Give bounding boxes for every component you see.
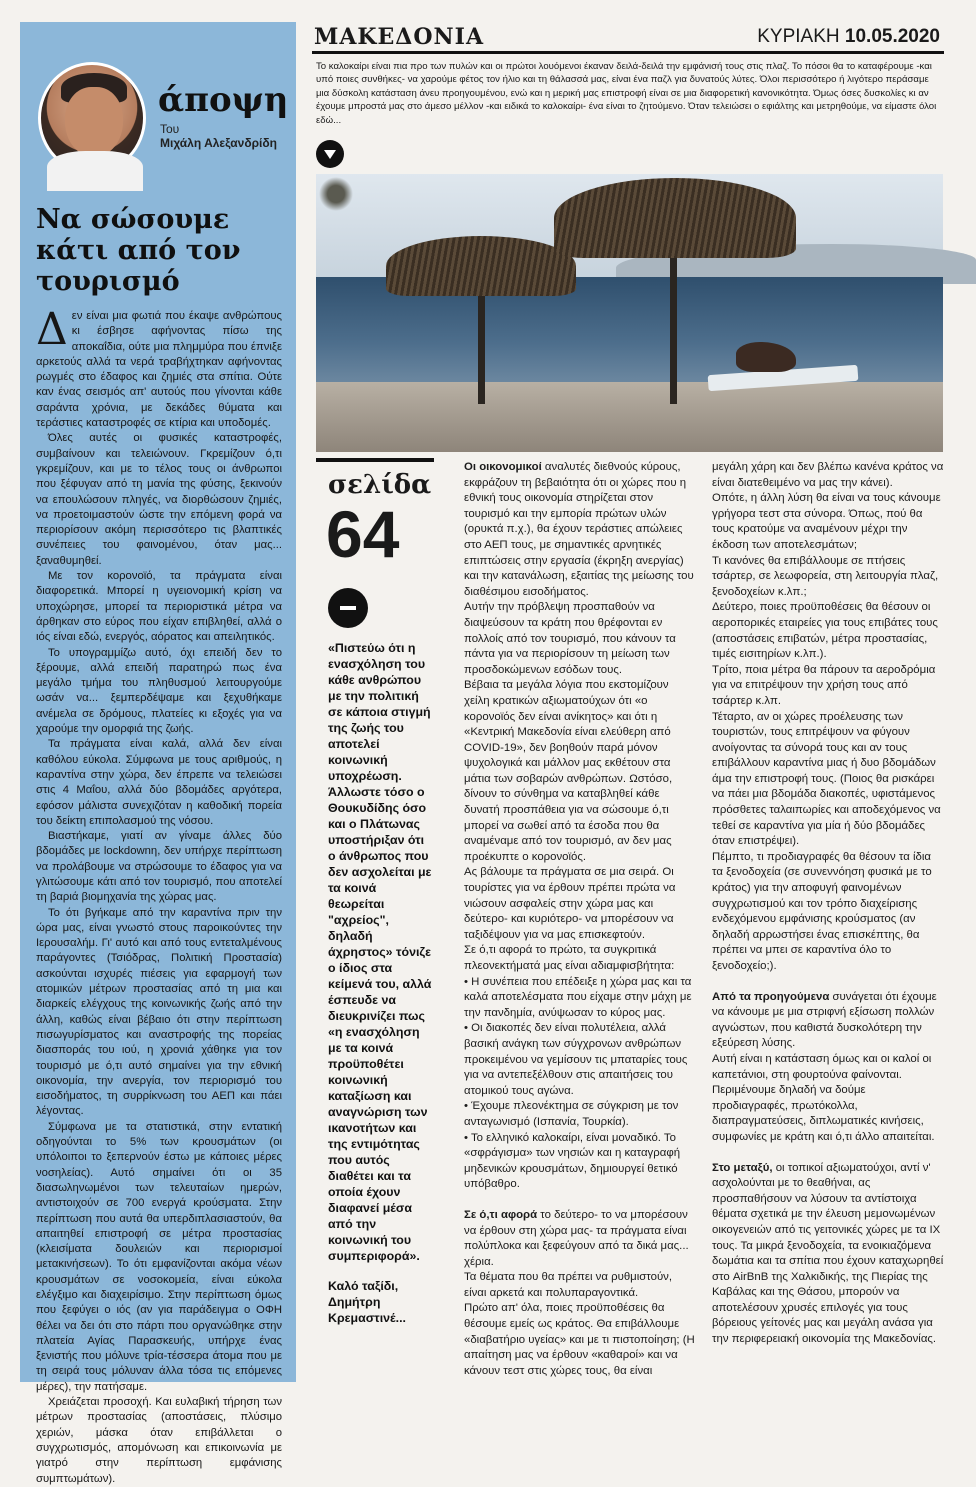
paragraph: Δεύτερο, ποιες προϋποθέσεις θα θέσουν οι αεροπορικές εταιρείες για τους επιβάτες τους (αποστάσεις επιβατών, μέτρα προστασίας, τιμές εισιτηρίων κ.λπ.). [712, 601, 938, 661]
paragraph: Από τα προηγούμενα συνάγεται ότι έχουμε να κάνουμε με μια στριφνή εξίσωση πολλών αγνώστων, που καθιστά δυσκολότερη την εξεύρεση λύσης. [712, 990, 937, 1050]
paragraph: Αυτήν την πρόβλεψη προσπαθούν να διαψεύσουν τα κράτη που θρέφονται εν πολλοίς από τον τουρισμό, που κάνουν τα πάντα για να περιορίσουν τη μείωση των προσδοκώμενων εσόδων τους. [464, 601, 676, 676]
article-column-2 [464, 460, 696, 1379]
paragraph: Σε ό,τι αφορά το δεύτερο- το να μπορέσουν να έρθουν στη χώρα μας- τα πράγματα είναι πολύπλοκα και ξεφεύγουν από τα δικά μας... χέρια. [464, 1208, 689, 1268]
opinion-body [28, 304, 288, 1487]
paragraph: Τέταρτο, αν οι χώρες προέλευσης των τουριστών, τους επιτρέψουν να φύγουν ανοίγοντας τα σύνορά τους και αν τους επιβάλλουν καραντίνα μιας ή δυο βδομάδων άμα την επιστροφή τους. (Ποιος θα ρισκάρει να πάει μια βδομάδα διακοπές, υφιστάμενος πρόσθετες ταλαιπωρίες και αποδεχόμενος να τεθεί σε καραντίνα για μία ή δύο βδομάδες όταν επιστρέψει). [712, 710, 941, 848]
down-arrow-icon [316, 140, 344, 168]
author-name: Μιχάλη Αλεξανδρίδη [160, 136, 277, 150]
opinion-paragraph: Σύμφωνα με τα στατιστικά, στην εντατική οδηγούνται το 5% των κρουσμάτων (οι υπόλοιποι το ξεπερνούν έστω με κάποιες μέρες νοσηλείας). Αυτό σημαίνει ότι οι 35 διασωληνωμένοι των τελευταίων ημερών, αντιστοιχούν σε 700 ενεργά κρούσματα. Στην περίπτωση που αυτά θα υπερδιπλασιαστούν, θα απαιτηθεί επιστροφή σε μέτρα προστασίας (κλεισίματα δουλειών και περιορισμοί μετακινήσεων). Το ότι εμφανίζονται ακόμα νέων κρουσμάτων σε νοσοκομεία, είναι εύκολα ελέγξιμο και διαχειρίσιμο. Στην περίπτωση όμως που ξεφύγει ο ιός (αν για παράδειγμα ο ΟΦΗ θέλει να δει ότι στο πάρτι που οργανώθηκε στην πλατεία Αγίας Παρασκευής, υπήρχε ένας ξενιστής που μόλυνε τρία-τέσσερα άτομα που με τη σειρά τους μόλυναν άλλα τόσα τις επόμενες μέρες), την πατήσαμε. [36, 1120, 282, 1393]
quote-sign-1: Καλό ταξίδι, [328, 1279, 399, 1293]
dropcap: Δ [36, 304, 68, 355]
issue-date: ΚΥΡΙΑΚΗ 10.05.2020 [757, 26, 940, 47]
paragraph: Ας βάλουμε τα πράγματα σε μια σειρά. Οι τουρίστες για να έρθουν πρέπει πρώτα να νιώσουν ασφαλείς στην χώρα μας και δεύτερο- και κυριότερο- να μπορέσουν να ταξιδέψουν για να μας επισκεφτούν. [464, 866, 676, 941]
paragraph: Τι κανόνες θα επιβάλλουμε σε πτήσεις τσάρτερ, σε λεωφορεία, στη λειτουργία πλαζ, ξενοδοχείων κ.λπ.; [712, 554, 939, 598]
opinion-paragraph: Το ότι βγήκαμε από την καραντίνα πριν την ώρα μας, είναι γνωστό στους παροικούντες την Ιερουσαλήμ. Γι' αυτό και από τους εντεταλμένους παράγοντες (Τσιόδρας, Πολιτική Προστασία) ασκούνται ισχυρές πιέσεις για εφαρμογή των ατομικών μέτρων προστασίας από τη μια και διαρκείς ελέγχους της κοινωνικής ζωής από την άλλη, καθώς είναι βέβαιο ότι στην περίπτωση πισωγυρίσματος και αναστροφής της πορείας διασποράς του ιού, η χρονιά χάθηκε για τον τουρισμό με ό,τι αυτό σημαίνει για την εθνική οικονομία, την ανεργία, τον περιορισμό του εισοδήματος, τη συρρίκνωση του ΑΕΠ και πάει λέγοντας. [36, 906, 282, 1118]
paragraph: Πέμπτο, τι προδιαγραφές θα θέσουν τα ίδια τα ξενοδοχεία (σε συνεννόηση φυσικά με το κράτος) για την αποφυγή φαινομένων συγχρωτισμού και τον τρόπο διαχείρισης ενδεχόμενου εμφάνισης κρούσματος (αν δηλαδή αρρωστήσει ένας επισκέπτης, θα πρέπει να μπει σε καραντίνα όλο το ξενοδοχείο;). [712, 850, 932, 972]
paragraph: Σε ό,τι αφορά το πρώτο, τα συγκριτικά πλεονεκτήματά μας είναι αδιαμφισβήτητα: [464, 944, 675, 972]
newspaper-name: ΜΑΚΕΔΟΝΙΑ [314, 24, 485, 50]
paragraph: • Το ελληνικό καλοκαίρι, είναι μοναδικό. Το «σφράγισμα» των νησιών και η καταγραφή μηδενικών κρουσμάτων, δημιουργεί θετικό υπόβαθρο. [464, 1131, 681, 1191]
paragraph: Τα θέματα που θα πρέπει να ρυθμιστούν, είναι αρκετά και πολυπαραγοντικά. [464, 1271, 673, 1299]
page-marker [316, 458, 434, 578]
umbrella-icon [386, 236, 576, 296]
author-photo [38, 62, 146, 174]
opinion-label: άποψη [158, 80, 289, 120]
paragraph: μεγάλη χάρη και δεν βλέπω κανένα κράτος να είναι διατεθειμένο να μας την κάνει). [712, 461, 944, 489]
paragraph: • Η συνέπεια που επέδειξε η χώρα μας και τα καλά αποτελέσματα που είχαμε στην μάχη με την πανδημία, ανύψωσαν το κύρος μας. [464, 975, 692, 1019]
opinion-paragraph: Το υπογραμμίζω αυτό, όχι επειδή δεν το ξέρουμε, αλλά επειδή παρατηρώ πως ένα μεγάλο τμήμα του πληθυσμού λειτουργούμε ωσάν να... ξεμπερδέψαμε και ξεχυθήκαμε ανέμελα σε δρόμους, πλατείες κι εξοχές για να χαρούμε την ομορφιά της ζωής. [36, 646, 282, 736]
article-lead: Το καλοκαίρι είναι πια προ των πυλών και οι πρώτοι λουόμενοι έκαναν δειλά-δειλά την εμφάνισή τους στις πλαζ. Το πόσοι θα το καταφέρουμε -και υπό ποιες συνθήκες- να χαρούμε φέτος τον ήλιο και τη θάλασσά μας, είναι ένα παζλ για δυνατούς λύτες. Όλοι περισσότερο ή λιγότερο περάσαμε μια δύσκολη κατάσταση άνευ προηγουμένου, ενώ και η μερική μας επιστροφή είναι σε μια διαφορετική κανονικότητα. Όμως όσες δυσκολίες κι αν έχουμε μπροστά μας στο άμεσο μέλλον -και ειδικά το καλοκαίρι- ένα είναι το ζητούμενο. Όταν τελειώσει ο εφιάλτης και μετρηθούμε, να είμαστε όλοι εδώ... [316, 61, 937, 126]
beach-photo [316, 174, 943, 446]
quote-sign-2: Δημήτρη Κρεμαστινέ... [328, 1295, 406, 1325]
page-number: 64 [326, 497, 400, 571]
paragraph: Οι οικονομικοί αναλυτές διεθνούς κύρους, εκφράζουν τη βεβαιότητα ότι οι χώρες που η εθνική τους οικονομία στηρίζεται στον τουρισμό και την εμπορία πρώτων υλών (ορυκτά π.χ.), θα έχουν τεράστιες απώλειες στο ΑΕΠ τους, με σημαντικές αρνητικές επιπτώσεις στην εργασία (έκρηξη ανεργίας) και την κατανάλωση, εξαιτίας της μείωσης του διαθέσιμου εισοδήματος. [464, 461, 694, 598]
author-box [28, 22, 288, 192]
paragraph: Βέβαια τα μεγάλα λόγια που εκστομίζουν χείλη κρατικών αξιωματούχων ότι «ο κορονοϊός δεν είναι ανίκητος» και ότι η «Κεντρική Μακεδονία είναι ελεύθερη από COVID-19», δεν βοηθούν παρά μόνον ψυχολογικά και μάλλον μας εκθέτουν στα μάτια των σοβαρών ανθρώπων. Ωστόσο, δίνουν το σύνθημα να καταβληθεί κάθε δυνατή προσπάθεια για να σώσουμε ό,τι μπορεί να σωθεί από τα έσοδα που θα αναμέναμε από τον τουρισμό, αν δεν μας προέκυπτε ο κορονοϊός. [464, 679, 673, 863]
opinion-paragraph: Με τον κορονοϊό, τα πράγματα είναι διαφορετικά. Μπορεί η υγειονομική κρίση να υποχώρησε, μπορεί τα περιοριστικά μέτρα να άρθηκαν στο εύρος που είχαν επιβληθεί, αλλά ο ιός είναι εδώ, ενεργός, αόρατος και απειλητικός. [36, 570, 282, 644]
opinion-headline: Να σώσουμε κάτι από τον τουρισμό [36, 204, 241, 297]
paragraph: Τρίτο, ποια μέτρα θα πάρουν τα αεροδρόμια για να επιτρέψουν την χρήση τους από τσάρτερ κ.λπ. [712, 663, 936, 707]
minus-icon [328, 588, 368, 628]
umbrella-icon [554, 178, 796, 258]
paragraph: Πρώτο απ' όλα, ποιες προϋποθέσεις θα θέσουμε εμείς ως κράτος. Θα επιβάλλουμε «διαβατήριο υγείας» και με τι πιστοποίηση; (Η απαίτηση μας να έρθουν «καθαροί» και να κάνουν τεστ στις χώρες τους, θα είναι [464, 1302, 695, 1377]
pull-quote [328, 640, 434, 1326]
paragraph: Στο μεταξύ, οι τοπικοί αξιωματούχοι, αντί ν' ασχολούνται με το θεαθήναι, ας προσπαθήσουν να λύσουν τα αντίστοιχα θέματα σχετικά με την έλευση μεμονωμένων οικογενειών από τις γειτονικές χώρες με τα ΙΧ τους. Τα μικρά ξενοδοχεία, τα ενοικιαζόμενα δωμάτια και τα σπίτια που έχουν καταχωρηθεί στο AirBnB της Χαλκιδικής, της Πιερίας της Καβάλας και της Θάσου, μπορούν να αποτελέσουν χρυσές επιλογές για τους βόρειους γείτονές μας και μεγάλη ανάσα για την περιφερειακή οικονομία της Μακεδονίας. [712, 1161, 944, 1346]
paragraph: Αυτή είναι η κατάσταση όμως και οι καλοί οι καπετάνιοι, στη φουρτούνα φαίνονται. Περιμένουμε δηλαδή να δούμε προδιαγραφές, πρωτόκολλα, διαπραγματεύσεις, διπλωματικές κινήσεις, συμφωνίες με κράτη και ό,τι άλλο απαιτείται. [712, 1052, 935, 1143]
paragraph: Οπότε, η άλλη λύση θα είναι να τους κάνουμε γρήγορα τεστ στα σύνορα. Όπως, πού θα τους κρατούμε να αναμένουν μέχρι την έκδοση των αποτελεσμάτων; [712, 492, 941, 551]
article-column-3 [712, 460, 944, 1348]
opinion-column [20, 22, 296, 1485]
opinion-paragraph: Χρειάζεται προσοχή. Και ευλαβική τήρηση των μέτρων προστασίας (αποστάσεις, πλύσιμο χεριών, μάσκα όταν επιβάλλεται ο συγχρωτισμός, απομόνωση και επικοινωνία με γιατρό στην περίπτωση εμφάνισης συμπτωμάτων). [36, 1396, 282, 1485]
quote-text: «Πιστεύω ότι η ενασχόληση του κάθε ανθρώπου με την πολιτική σε κάποια στιγμή της ζωής του αποτελεί κοινωνική υποχρέωση. Άλλωστε τόσο ο Θουκυδίδης όσο και ο Πλάτωνας υποστήριξαν ότι ο άνθρωπος που δεν ασχολείται με τα κοινά θεωρείται "αχρείος", δηλαδή άχρηστος» τόνιζε ο ίδιος στα κείμενά του, αλλά έσπευδε να διευκρινίζει πως «η ενασχόληση με τα κοινά προϋποθέτει κοινωνική καταξίωση και αναγνώριση των ικανοτήτων και της εντιμότητας που αυτός διαθέτει και τα οποία έχουν διαφανεί μέσα από την κοινωνική του συμπεριφορά». [328, 641, 432, 1263]
opinion-paragraph: Βιαστήκαμε, γιατί αν γίναμε άλλες δύο βδομάδες με lockdownη, δεν υπήρχε περίπτωση να προλάβουμε να στρώσουμε το έδαφος για να γλιτώσουμε κάτι από τον τουρισμό, που αποτελεί τη βαριά βιομηχανία της χώρας μας. [36, 830, 282, 904]
opinion-paragraph: Δεν είναι μια φωτιά που έκαψε ανθρώπους κι έσβησε αφήνοντας πίσω της αποκαΐδια, ούτε μια πλημμύρα που έπνιξε αρκετούς αλλά τα νερά τραβήχτηκαν αφήνοντας ρωγμές στο έδαφος και ζημιές στα σπίτια. Ούτε καν ένας σεισμός απ' αυτούς που γίνονται κάθε σαράντα χρόνια, με δεκάδες θύματα και τεράστιες καταστροφές σε κτίρια και υποδομές. [36, 304, 282, 430]
opinion-paragraph: Τα πράγματα είναι καλά, αλλά δεν είναι καθόλου εύκολα. Σύμφωνα με τους αριθμούς, η καραντίνα στην χώρα, δεν έπρεπε να τελειώσει στις 4 Μαΐου, αλλά δύο βδομάδες αργότερα, εφόσον μάλιστα συνεχιζόταν η καθοδική πορεία του δείκτη επιπολασμού της νόσου. [36, 738, 282, 827]
author-prefix: Του [160, 122, 180, 136]
page-header [312, 18, 944, 54]
opinion-paragraph: Όλες αυτές οι φυσικές καταστροφές, συμβαίνουν και τελειώνουν. Γκρεμίζουν ό,τι γκρεμίζουν, και με το τέλος τους οι άνθρωποι που ξέφυγαν από τη μανία της φύσης, ξεκινούν να επουλώσουν πληγές, να διορθώσουν ζημιές, να προετοιμαστούν ώστε την επόμενη φορά να περιορίσουν ακόμη περισσότερο τις βλαπτικές συνέπειες του φαινομένου, όταν μας... ξαναθυμηθεί. [36, 432, 282, 567]
paragraph: • Έχουμε πλεονέκτημα σε σύγκριση με τον ανταγωνισμό (Ισπανία, Τουρκία). [464, 1100, 679, 1128]
paragraph: • Οι διακοπές δεν είναι πολυτέλεια, αλλά βασική ανάγκη των σύγχρονων ανθρώπων προκειμένου να γεμίσουν τις μπαταρίες τους για να αντεπεξέλθουν στις απαιτήσεις του ατομικού τους αγώνα. [464, 1022, 688, 1097]
page-word: σελίδα [328, 470, 432, 500]
